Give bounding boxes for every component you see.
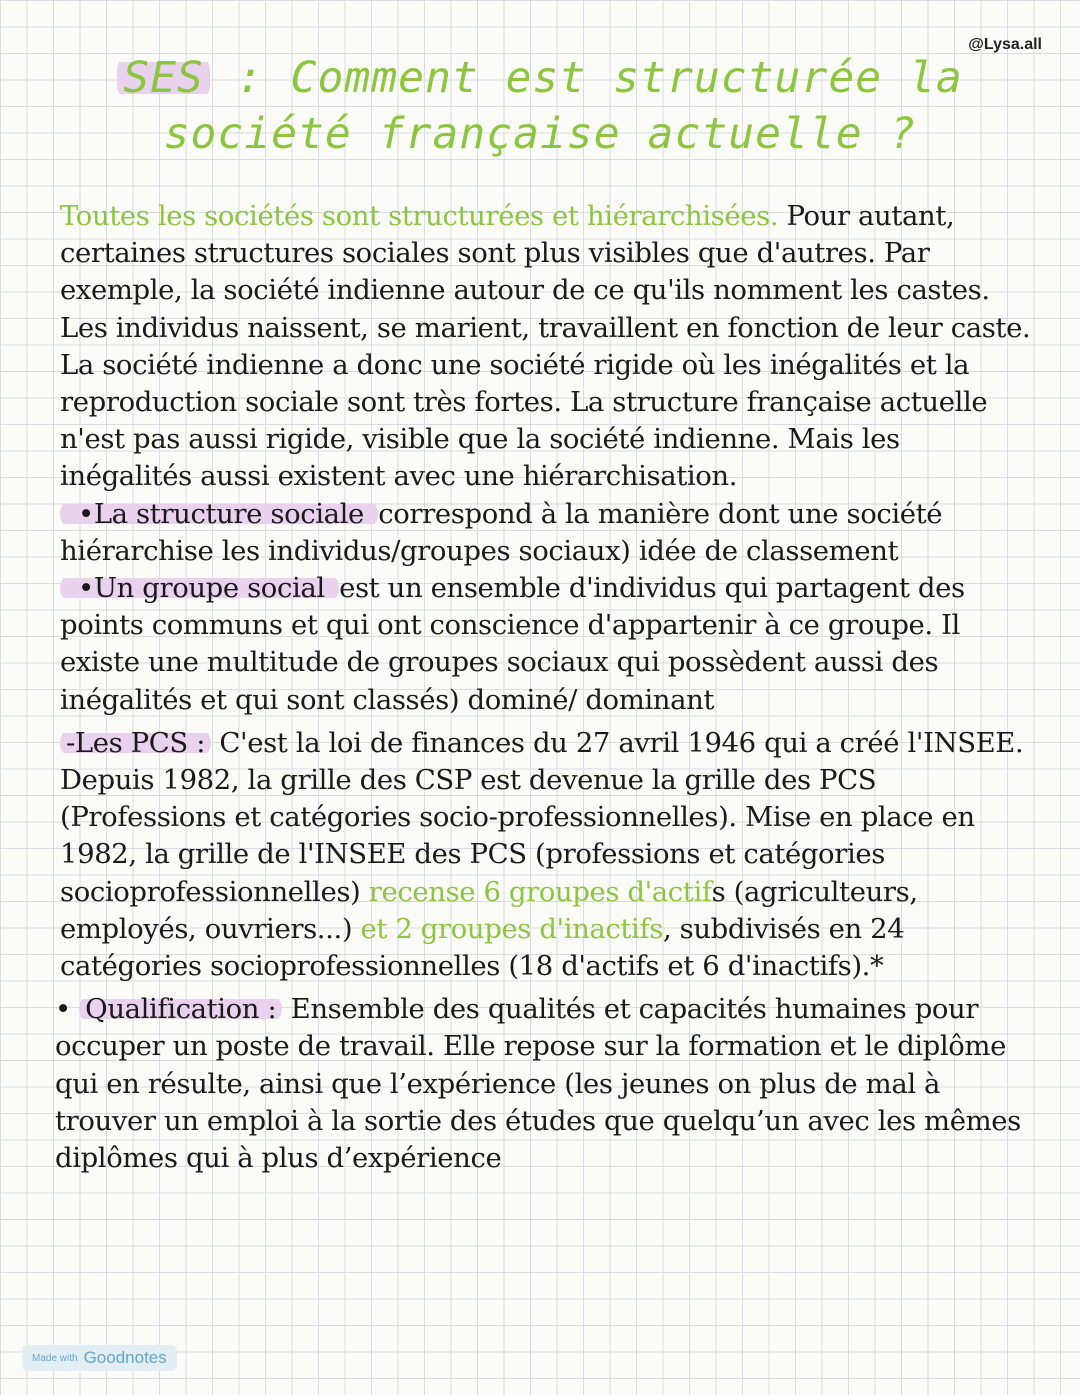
definition-text: , subdivisés en 24 catégories socioprofessionnelles (18 d'actifs et 6 d'inactifs).* bbox=[60, 912, 905, 983]
goodnotes-badge bbox=[22, 1345, 177, 1371]
notes-body bbox=[55, 198, 1035, 1177]
author-handle: @Lysa.all bbox=[968, 36, 1042, 53]
definition-term: •Un groupe social bbox=[60, 572, 339, 604]
goodnotes-logo: Goodnotes bbox=[83, 1348, 167, 1367]
definition-term: Qualification : bbox=[79, 993, 282, 1025]
page-title bbox=[90, 50, 990, 162]
intro-paragraph bbox=[60, 198, 1035, 496]
definition-groupe-social bbox=[60, 570, 1035, 719]
title-question-part-1: : Comment est structurée la bbox=[209, 53, 963, 103]
definition-text: C'est la loi de finances du 27 avril 1946 qui a créé l'INSEE. Depuis 1982, la grille des CSP est devenue la grille des PCS (Professions et catégories socio-professionnelles). Mise en place en 1982, la grille de l'INSEE des PCS (professions et catégories socioprofessionnelles) bbox=[60, 726, 1024, 908]
definition-qualification bbox=[55, 991, 1035, 1177]
definition-text: correspond à la manière dont une société hiérarchise les individus/groupes sociaux) idée de classement bbox=[60, 497, 943, 567]
definition-text: est un ensemble d'individus qui partagent des points communs et qui ont conscience d'appartenir à ce groupe. Il existe une multitude de groupes sociaux qui possèdent aussi des inégalités et qui sont classés) dominé/ dominant bbox=[60, 572, 965, 716]
intro-body: Pour autant, certaines structures sociales sont plus visibles que d'autres. Par exemple, la société indienne autour de ce qu'ils nomment les castes. Les individus naissent, se marient, travaillent en fonction de leur caste. La société indienne a donc une société rigide où les inégalités et la reproduction sociale sont très fortes. La structure française actuelle n'est pas aussi rigide, visible que la société indienne. Mais les inégalités aussi existent avec une hiérarchisation. bbox=[60, 200, 1031, 493]
title-subject-highlight: SES bbox=[117, 53, 210, 103]
pcs-actifs-highlight: recense 6 groupes d'actif bbox=[368, 875, 712, 908]
title-line-2: société française actuelle ? bbox=[163, 109, 917, 159]
definition-term: •La structure sociale bbox=[60, 498, 378, 530]
pcs-inactifs-highlight: et 2 groupes d'inactifs bbox=[360, 912, 663, 945]
definition-text: s (agriculteurs, employés, ouvriers...) bbox=[60, 875, 918, 945]
made-with-label: Made with bbox=[32, 1352, 78, 1364]
definition-structure-sociale bbox=[60, 496, 1035, 570]
definition-text: Ensemble des qualités et capacités humaines pour occuper un poste de travail. Elle repose sur la formation et le diplôme qui en résulte, ainsi que l’expérience (les jeunes on plus de mal à trouver un emploi à la sortie des études que quelqu’un avec les mêmes diplômes qui à plus d’expérience bbox=[55, 993, 1021, 1175]
title-line-1 bbox=[90, 50, 990, 106]
definition-pcs bbox=[60, 725, 1035, 985]
intro-lead: Toutes les sociétés sont structurées et hiérarchisées. bbox=[60, 200, 779, 232]
definition-term: -Les PCS : bbox=[60, 727, 211, 759]
bullet: • bbox=[55, 993, 80, 1026]
